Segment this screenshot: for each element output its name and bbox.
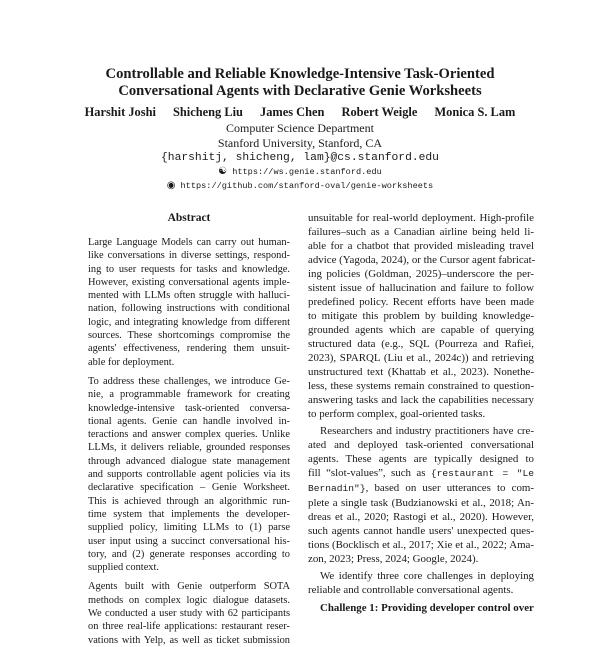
intro-line: sistent issue of hallucination and failure to follow [308, 282, 534, 294]
abstract-line: knowledge-intensive task-oriented conversa- [88, 402, 290, 414]
abstract-line: Agents built with Genie outperform SOTA [88, 581, 290, 593]
author-name: James Chen [260, 105, 325, 119]
abstract-line: mented with LLMs often struggle with halluci- [88, 290, 290, 302]
intro-line: less, these systems remain constrained to question- [308, 380, 534, 392]
abstract-line: sources. These shortcomings compromise the [88, 330, 290, 342]
intro-line: grounded agents which are capable of querying [308, 324, 534, 336]
affiliation [40, 121, 560, 166]
abstract-line: methods on complex logic dialogue datasets. [88, 594, 290, 606]
intro-line: dreas et al., 2020; Rastogi et al., 2020). However, [308, 511, 534, 523]
abstract-line: agents' effectiveness, rendering them unsuit- [88, 343, 290, 355]
intro-line: such agents cannot handle users' unexpected ques- [308, 525, 534, 537]
abstract-line: ing to user requests for tasks and knowledge. [88, 263, 290, 275]
challenge-heading: Challenge 1: Providing developer control over [320, 602, 534, 614]
intro-line: zon, 2023; Press, 2024; Google, 2024). [308, 553, 479, 565]
title-line-2: Conversational Agents with Declarative Genie Worksheets [118, 83, 482, 99]
intro-line: to perform complex, goal-oriented tasks. [308, 408, 486, 420]
intro-line-with-code [308, 466, 534, 481]
github-icon: ◉ [166, 180, 176, 191]
website-link[interactable]: https://ws.genie.stanford.edu [232, 167, 382, 177]
intro-line-with-code [308, 481, 534, 496]
intro-line: unstructured text (Khattab et al., 2023). Nonethe- [308, 366, 534, 378]
intro-line: plete a single task (Budzianowski et al., 2018; An- [308, 497, 534, 509]
department: Computer Science Department [226, 121, 374, 135]
author-name: Shicheng Liu [173, 105, 243, 119]
author-name: Robert Weigle [341, 105, 418, 119]
github-link[interactable]: https://github.com/stanford-oval/genie-worksheets [180, 181, 434, 191]
abstract-line: vations with Yelp, as well as ticket submission [88, 634, 290, 646]
intro-text: fill “slot-values”, such as [308, 467, 431, 479]
intro-line: predefined policy. Recent efforts have been made [308, 296, 534, 308]
intro-line: unsuitable for real-world deployment. High-profile [308, 212, 534, 224]
intro-line: ing policies (Goldman, 2025)–underscore the per- [308, 268, 534, 280]
slot-value-code: {restaurant = "Le [430, 468, 534, 479]
abstract-line: like conversations in diverse settings, respond- [88, 250, 290, 262]
abstract-line: tional agents. Genie can handle involved in- [88, 415, 290, 427]
intro-line: 2023), SPARQL (Liu et al., 2024c)) and retrieving [308, 352, 534, 364]
abstract-line: However, existing conversational agents imple- [88, 276, 290, 288]
abstract-line: nie, a programmable framework for creating [88, 389, 290, 401]
university: Stanford University, Stanford, CA [217, 136, 383, 150]
abstract-line: on three real-life applications: restaurant reser- [88, 621, 290, 633]
intro-line: answering tasks and lack the capabilities necessary [308, 394, 534, 406]
intro-line: advice (Yagoda, 2024), or the Cursor agent fabricat- [308, 254, 536, 266]
intro-line: reliable and controllable conversational agents. [308, 584, 514, 596]
intro-line: tions (Bocklisch et al., 2017; Xie et al., 2022; Ama- [308, 539, 534, 551]
abstract-body [88, 236, 290, 647]
title-line-1: Controllable and Reliable Knowledge-Intensive Task-Oriented [105, 66, 495, 82]
abstract-line: able for deployment. [88, 356, 175, 368]
abstract-line: time system that implements the developer- [88, 508, 290, 520]
intro-line: We identify three core challenges in deploying [320, 570, 534, 582]
abstract-line: supplied context. [88, 562, 159, 574]
abstract-line: nation, following instructions with conditional [88, 303, 290, 315]
author-name: Harshit Joshi [84, 105, 156, 119]
author-list [40, 105, 560, 120]
abstract-line: To address these challenges, we introduce Ge- [88, 375, 290, 387]
intro-line: ated and deployed task-oriented conversational [308, 439, 534, 451]
abstract-line: declarative specification – Genie Worksheet. [88, 482, 290, 494]
intro-line: failures–such as a Canadian airline being held li- [308, 226, 534, 238]
intro-line: able for a chatbot that provided misleading travel [308, 240, 534, 252]
abstract-line: user input using a succinct conversational his- [88, 535, 290, 547]
intro-text: , based on user utterances to com- [365, 482, 534, 494]
abstract-line: Large Language Models can carry out human- [88, 237, 290, 248]
github-link-row[interactable] [40, 180, 560, 191]
genie-icon: ☯ [218, 166, 228, 177]
abstract-line: and supports controllable agent policies via its [88, 469, 290, 481]
intro-body [308, 211, 534, 615]
abstract-line: teractions and answer complex queries. Unlike [88, 429, 290, 441]
abstract-line: logic, and integrating knowledge from different [88, 316, 290, 328]
abstract-heading: Abstract [167, 212, 211, 224]
abstract-line: supplied policy, limiting LLMs to (1) parse [88, 522, 290, 534]
slot-value-code: Bernadin"} [308, 483, 366, 494]
abstract-line: LLMs, it delivers reliable, grounded responses [88, 442, 290, 454]
paper-title [40, 66, 560, 100]
author-name: Monica S. Lam [434, 105, 516, 119]
abstract-line: This is achieved through an algorithmic run- [88, 495, 290, 507]
abstract-line: tory, and (2) generate responses according to [88, 548, 290, 560]
intro-line: agents. These agents are typically designed to [308, 453, 534, 465]
intro-line: to mitigate this problem by building knowledge- [308, 310, 534, 322]
abstract-line: We conducted a user study with 62 participants [88, 608, 290, 620]
website-link-row[interactable] [40, 166, 560, 177]
intro-line: Researchers and industry practitioners have cre- [320, 425, 534, 437]
author-emails: {harshitj, shicheng, lam}@cs.stanford.edu [161, 152, 439, 164]
intro-line: structured data (e.g., SQL (Pourreza and Rafiei, [308, 338, 534, 350]
abstract-line: through advanced dialogue state management [88, 455, 290, 467]
